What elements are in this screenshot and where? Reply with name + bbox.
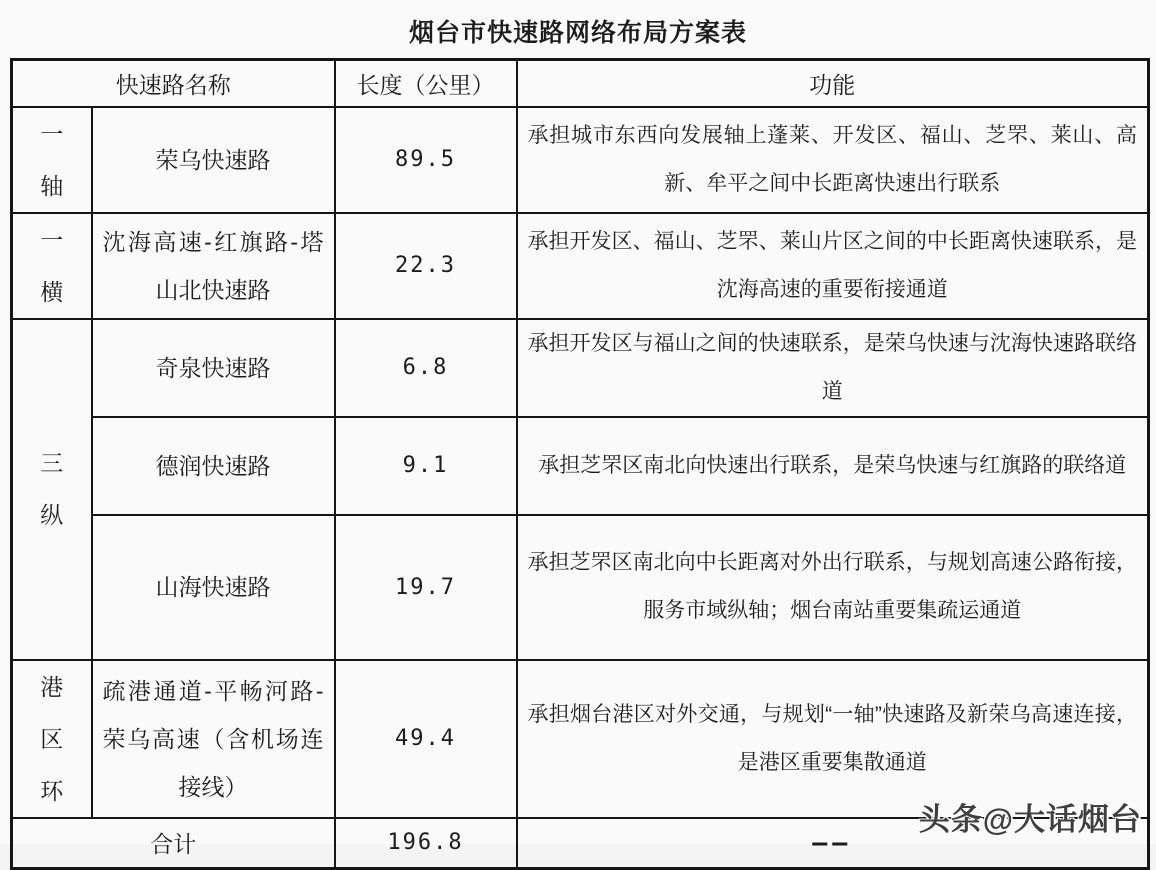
road-function: 承担城市东西向发展轴上蓬莱、开发区、福山、芝罘、莱山、高新、牟平之间中长距离快速出行联系 xyxy=(517,107,1149,213)
group-label: 一横 xyxy=(40,226,64,305)
road-function: 承担开发区、福山、芝罘、莱山片区之间的中长距离快速联系，是沈海高速的重要衔接通道 xyxy=(517,213,1149,319)
group-cell xyxy=(12,319,92,660)
expressway-plan-table xyxy=(10,58,1150,870)
table-row xyxy=(12,515,1149,660)
road-name: 疏港通道-平畅河路-荣乌高速（含机场连接线） xyxy=(92,660,335,818)
road-length: 19.7 xyxy=(335,515,517,660)
total-label: 合计 xyxy=(12,818,335,869)
column-header-length: 长度（公里） xyxy=(335,60,517,107)
table-row xyxy=(12,107,1149,213)
group-label: 港区环 xyxy=(40,673,64,804)
road-length: 89.5 xyxy=(335,107,517,213)
road-name: 山海快速路 xyxy=(92,515,335,660)
total-length: 196.8 xyxy=(335,818,517,869)
table-row xyxy=(12,417,1149,515)
group-cell xyxy=(12,213,92,319)
column-header-name: 快速路名称 xyxy=(12,60,335,107)
road-length: 22.3 xyxy=(335,213,517,319)
group-label: 一轴 xyxy=(40,120,64,199)
road-length: 49.4 xyxy=(335,660,517,818)
header-row xyxy=(12,60,1149,107)
total-function-dash: —— xyxy=(517,818,1149,869)
road-function: 承担芝罘区南北向中长距离对外出行联系，与规划高速公路衔接，服务市域纵轴；烟台南站重要集疏运通道 xyxy=(517,515,1149,660)
group-cell xyxy=(12,107,92,213)
group-cell xyxy=(12,660,92,818)
table-row xyxy=(12,319,1149,417)
road-length: 9.1 xyxy=(335,417,517,515)
road-name: 德润快速路 xyxy=(92,417,335,515)
road-length: 6.8 xyxy=(335,319,517,417)
road-name: 沈海高速-红旗路-塔山北快速路 xyxy=(92,213,335,319)
page-title: 烟台市快速路网络布局方案表 xyxy=(408,19,747,47)
table-row xyxy=(12,213,1149,319)
road-function: 承担烟台港区对外交通，与规划“一轴”快速路及新荣乌高速连接，是港区重要集散通道 xyxy=(517,660,1149,818)
group-label: 三纵 xyxy=(40,450,64,528)
road-function: 承担芝罘区南北向快速出行联系，是荣乌快速与红旗路的联络道 xyxy=(517,417,1149,515)
road-name: 奇泉快速路 xyxy=(92,319,335,417)
column-header-function: 功能 xyxy=(517,60,1149,107)
road-function: 承担开发区与福山之间的快速联系，是荣乌快速与沈海快速路联络道 xyxy=(517,319,1149,417)
watermark: 头条@大话烟台 xyxy=(918,802,1142,837)
road-name: 荣乌快速路 xyxy=(92,107,335,213)
